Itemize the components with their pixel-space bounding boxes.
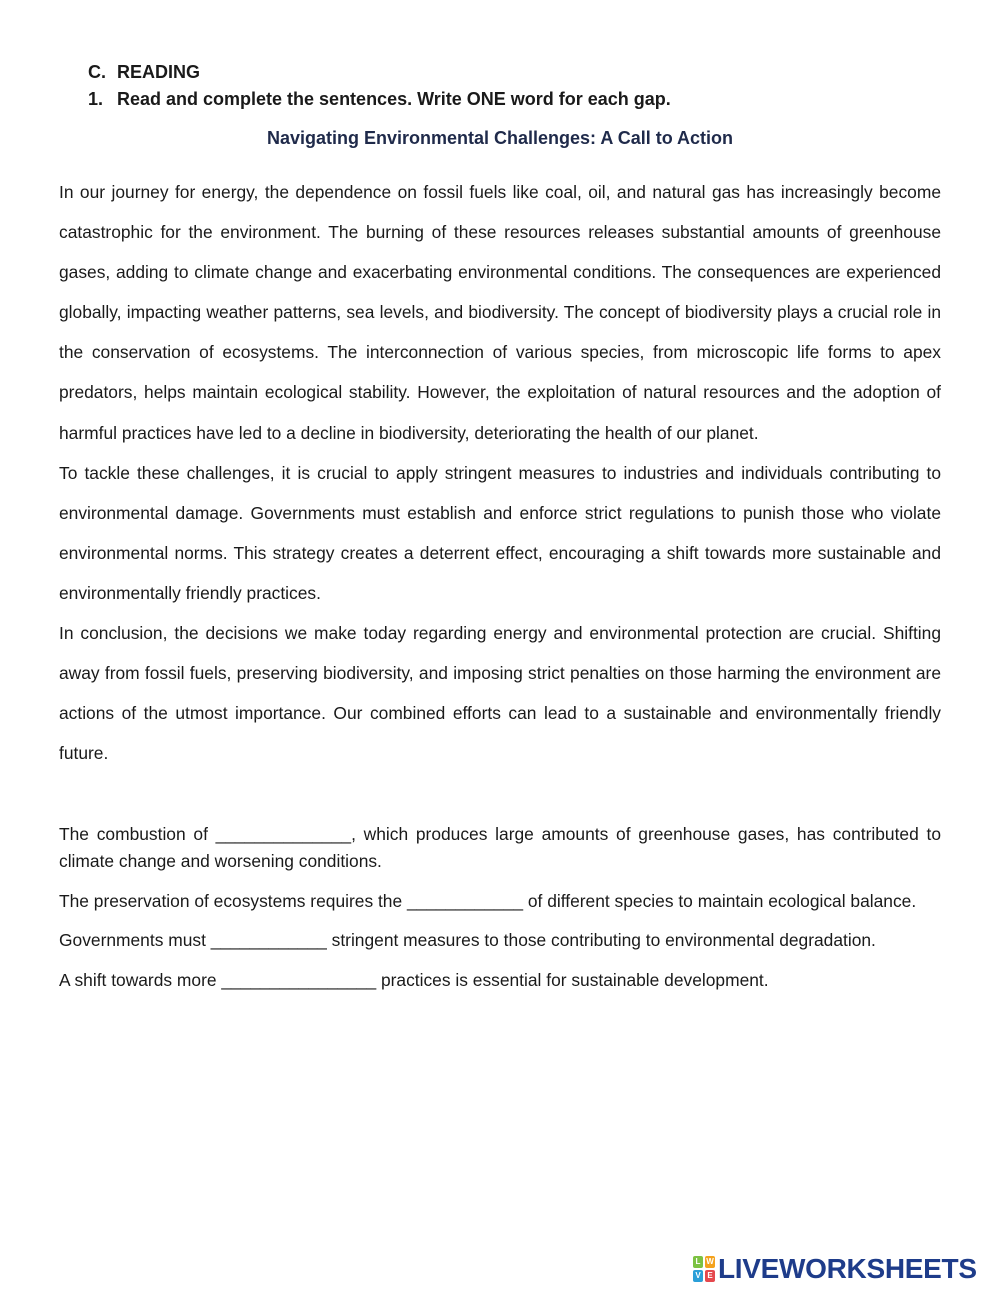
logo-mark-tile: W	[706, 1257, 714, 1266]
logo-mark-tile: E	[705, 1270, 715, 1282]
section-label: READING	[117, 62, 201, 82]
question-item: A shift towards more ________________ practices is essential for sustainable development.	[59, 969, 769, 990]
passage-title: Navigating Environmental Challenges: A Call to Action	[266, 128, 734, 148]
liveworksheets-logo	[693, 1254, 977, 1284]
gap-fill-questions	[59, 821, 941, 1006]
passage-paragraph: In our journey for energy, the dependence on fossil fuels like coal, oil, and natural gas has increasingly become catastrophic for the environment. The burning of these resources releases substantial amounts of greenhouse gases, adding to climate change and exacerbating environmental conditions. The consequences are experienced globally, impacting weather patterns, sea levels, and biodiversity. The concept of biodiversity plays a crucial role in the conservation of ecosystems. The interconnection of various species, from microscopic life forms to apex predators, helps maintain ecological stability. However, the exploitation of natural resources and the adoption of harmful practices have led to a decline in biodiversity, deteriorating the health of our planet.	[59, 182, 941, 443]
logo-mark-tile: L	[693, 1256, 703, 1268]
question-item: Governments must ____________ stringent measures to those contributing to environmental degradation.	[59, 930, 876, 950]
passage-paragraph: To tackle these challenges, it is crucial to apply stringent measures to industries and individuals contributing to environmental damage. Governments must establish and enforce strict regulations to punish those who violate environmental norms. This strategy creates a deterrent effect, encouraging a shift towards more sustainable and environmentally friendly practices.	[59, 462, 941, 603]
question-item: The combustion of ______________, which produces large amounts of greenhouse gases, has contributed to climate change and worsening conditions.	[59, 824, 941, 871]
instruction	[88, 88, 671, 110]
reading-passage	[59, 172, 941, 773]
section-number: C.	[88, 62, 106, 82]
instruction-text: Read and complete the sentences. Write ONE word for each gap.	[117, 89, 671, 109]
logo-text: LIVEWORKSHEETS	[718, 1253, 977, 1284]
passage-paragraph: In conclusion, the decisions we make today regarding energy and environmental protection are crucial. Shifting away from fossil fuels, preserving biodiversity, and imposing strict penalties on those harming the environment are actions of the utmost importance. Our combined efforts can lead to a sustainable and environmentally friendly future.	[59, 623, 941, 764]
instruction-number: 1.	[88, 89, 104, 109]
logo-mark-tile: V	[693, 1270, 703, 1282]
section-heading	[88, 61, 200, 83]
logo-mark-icon	[693, 1256, 715, 1282]
question-item: The preservation of ecosystems requires the ____________ of different species to maintain ecological balance.	[59, 890, 917, 911]
